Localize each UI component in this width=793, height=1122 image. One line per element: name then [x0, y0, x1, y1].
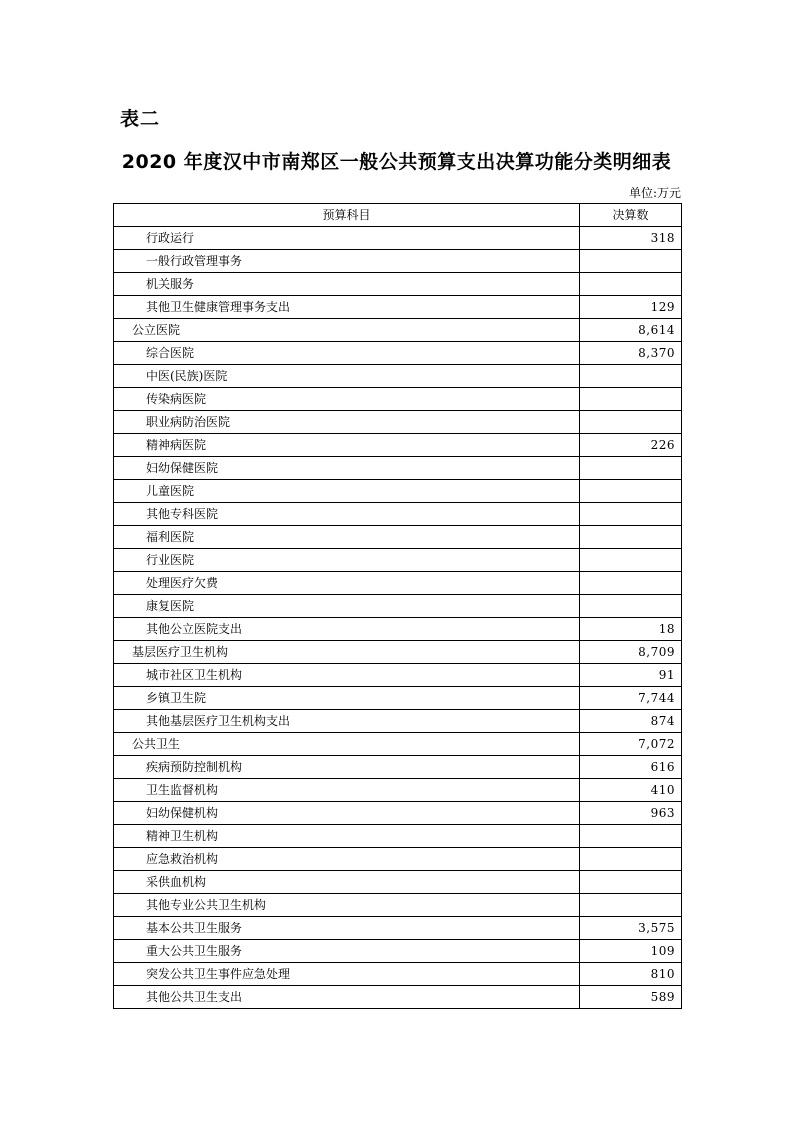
- table-row: [114, 388, 682, 411]
- row-amount: 810: [580, 963, 682, 986]
- table-row: [114, 273, 682, 296]
- table-row: [114, 365, 682, 388]
- table-row: [114, 940, 682, 963]
- row-amount: 3,575: [580, 917, 682, 940]
- row-amount: [580, 526, 682, 549]
- row-item-name: 传染病医院: [114, 388, 580, 411]
- row-item-name: 卫生监督机构: [114, 779, 580, 802]
- row-amount: 129: [580, 296, 682, 319]
- row-amount: [580, 457, 682, 480]
- table-row: [114, 733, 682, 756]
- row-amount: [580, 388, 682, 411]
- row-amount: 589: [580, 986, 682, 1009]
- table-row: [114, 963, 682, 986]
- header-final-amount: 决算数: [580, 204, 682, 227]
- row-item-name: 福利医院: [114, 526, 580, 549]
- row-item-name: 其他公立医院支出: [114, 618, 580, 641]
- row-item-name: 儿童医院: [114, 480, 580, 503]
- row-item-name: 乡镇卫生院: [114, 687, 580, 710]
- table-row: [114, 549, 682, 572]
- row-item-name: 城市社区卫生机构: [114, 664, 580, 687]
- row-item-name: 机关服务: [114, 273, 580, 296]
- row-amount: 318: [580, 227, 682, 250]
- table-row: [114, 434, 682, 457]
- table-row: [114, 825, 682, 848]
- row-amount: 91: [580, 664, 682, 687]
- table-row: [114, 480, 682, 503]
- budget-table: [113, 203, 682, 1009]
- table-row: [114, 664, 682, 687]
- row-item-name: 应急救治机构: [114, 848, 580, 871]
- row-item-name: 康复医院: [114, 595, 580, 618]
- table-row: [114, 986, 682, 1009]
- row-amount: 410: [580, 779, 682, 802]
- table-row: [114, 411, 682, 434]
- row-item-name: 其他公共卫生支出: [114, 986, 580, 1009]
- row-amount: [580, 825, 682, 848]
- row-item-name: 职业病防治医院: [114, 411, 580, 434]
- row-amount: 874: [580, 710, 682, 733]
- row-item-name: 精神病医院: [114, 434, 580, 457]
- table-row: [114, 457, 682, 480]
- row-item-name: 行业医院: [114, 549, 580, 572]
- row-item-name: 基本公共卫生服务: [114, 917, 580, 940]
- row-amount: [580, 848, 682, 871]
- row-amount: [580, 365, 682, 388]
- table-row: [114, 779, 682, 802]
- row-item-name: 采供血机构: [114, 871, 580, 894]
- table-row: [114, 503, 682, 526]
- table-row: [114, 894, 682, 917]
- table-row: [114, 871, 682, 894]
- row-amount: 616: [580, 756, 682, 779]
- table-row: [114, 641, 682, 664]
- row-amount: 226: [580, 434, 682, 457]
- row-item-name: 突发公共卫生事件应急处理: [114, 963, 580, 986]
- row-amount: [580, 503, 682, 526]
- row-item-name: 精神卫生机构: [114, 825, 580, 848]
- row-amount: 8,709: [580, 641, 682, 664]
- row-item-name: 处理医疗欠费: [114, 572, 580, 595]
- row-amount: 963: [580, 802, 682, 825]
- row-item-name: 其他专科医院: [114, 503, 580, 526]
- row-item-name: 中医(民族)医院: [114, 365, 580, 388]
- row-item-name: 基层医疗卫生机构: [114, 641, 580, 664]
- table-row: [114, 526, 682, 549]
- table-row: [114, 572, 682, 595]
- table-body: [114, 227, 682, 1009]
- table-row: [114, 342, 682, 365]
- row-amount: 18: [580, 618, 682, 641]
- row-item-name: 其他专业公共卫生机构: [114, 894, 580, 917]
- table-row: [114, 296, 682, 319]
- row-item-name: 其他基层医疗卫生机构支出: [114, 710, 580, 733]
- row-item-name: 妇幼保健机构: [114, 802, 580, 825]
- row-amount: [580, 411, 682, 434]
- row-item-name: 重大公共卫生服务: [114, 940, 580, 963]
- table-row: [114, 319, 682, 342]
- row-amount: 7,072: [580, 733, 682, 756]
- row-amount: [580, 572, 682, 595]
- row-amount: 8,614: [580, 319, 682, 342]
- header-budget-item: 预算科目: [114, 204, 580, 227]
- table-row: [114, 710, 682, 733]
- row-amount: 7,744: [580, 687, 682, 710]
- row-amount: [580, 549, 682, 572]
- table-row: [114, 618, 682, 641]
- page-title: 2020 年度汉中市南郑区一般公共预算支出决算功能分类明细表: [121, 151, 672, 173]
- row-amount: [580, 894, 682, 917]
- row-item-name: 行政运行: [114, 227, 580, 250]
- table-row: [114, 250, 682, 273]
- table-row: [114, 756, 682, 779]
- table-row: [114, 848, 682, 871]
- row-amount: [580, 871, 682, 894]
- row-item-name: 综合医院: [114, 342, 580, 365]
- row-item-name: 公立医院: [114, 319, 580, 342]
- table-header-row: [114, 204, 682, 227]
- table-row: [114, 917, 682, 940]
- row-amount: 109: [580, 940, 682, 963]
- row-amount: [580, 250, 682, 273]
- row-amount: 8,370: [580, 342, 682, 365]
- table-row: [114, 227, 682, 250]
- table-row: [114, 595, 682, 618]
- row-amount: [580, 595, 682, 618]
- row-amount: [580, 273, 682, 296]
- row-item-name: 公共卫生: [114, 733, 580, 756]
- table-row: [114, 802, 682, 825]
- unit-label: 单位:万元: [628, 186, 681, 200]
- table-row: [114, 687, 682, 710]
- row-item-name: 一般行政管理事务: [114, 250, 580, 273]
- row-amount: [580, 480, 682, 503]
- row-item-name: 疾病预防控制机构: [114, 756, 580, 779]
- row-item-name: 其他卫生健康管理事务支出: [114, 296, 580, 319]
- row-item-name: 妇幼保健医院: [114, 457, 580, 480]
- table-label: 表二: [120, 108, 161, 130]
